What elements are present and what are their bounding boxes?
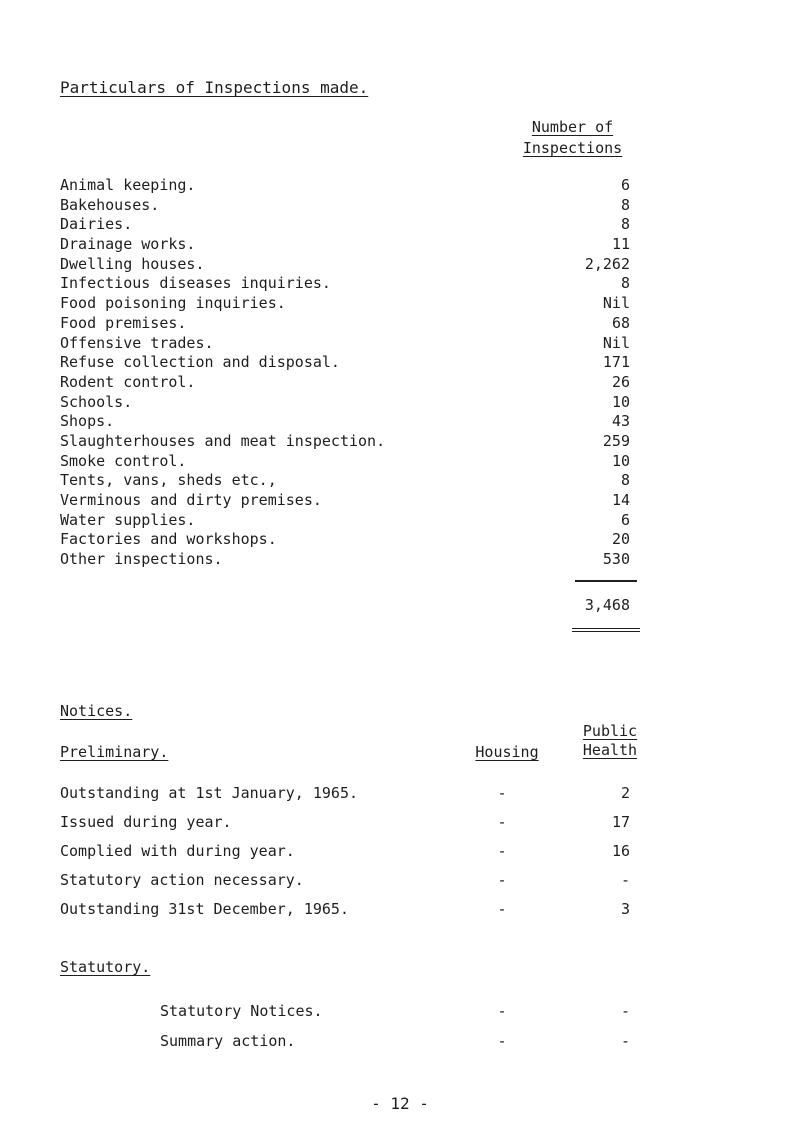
- inspection-count: 8: [620, 471, 630, 490]
- housing-value: -: [497, 842, 507, 860]
- inspection-label: Refuse collection and disposal.: [60, 353, 340, 372]
- column-header-line2: Inspections: [522, 139, 623, 157]
- inspection-row: [60, 176, 630, 196]
- housing-value: -: [497, 1032, 507, 1050]
- notice-row: [60, 811, 630, 833]
- public-health-line1: Public: [582, 722, 638, 740]
- inspection-row: [60, 412, 630, 432]
- inspection-row: [60, 215, 630, 235]
- public-health-value: -: [620, 1032, 630, 1050]
- public-health-line2: Health: [582, 741, 638, 759]
- public-health-value: 17: [611, 813, 630, 831]
- housing-value: -: [497, 1002, 507, 1020]
- inspection-row: [60, 471, 630, 491]
- inspection-count: 11: [611, 235, 630, 254]
- inspection-row: [60, 550, 630, 570]
- inspection-row: [60, 393, 630, 413]
- housing-value: -: [497, 871, 507, 889]
- page-number: - 12 -: [371, 1094, 429, 1113]
- inspection-row: [60, 491, 630, 511]
- inspection-label: Rodent control.: [60, 372, 196, 391]
- public-health-value: 2: [620, 784, 630, 802]
- inspections-column-header: [500, 118, 645, 157]
- inspection-label: Dwelling houses.: [60, 254, 205, 273]
- total-double-rule: [572, 628, 640, 632]
- inspection-label: Smoke control.: [60, 451, 187, 470]
- housing-value: -: [497, 813, 507, 831]
- inspection-label: Animal keeping.: [60, 176, 196, 194]
- inspection-row: [60, 334, 630, 354]
- housing-column-header: Housing: [475, 743, 539, 761]
- inspection-count: 259: [602, 431, 630, 450]
- inspection-count: Nil: [602, 294, 630, 313]
- inspection-count: 10: [611, 392, 630, 411]
- housing-value: -: [497, 784, 507, 802]
- inspection-count: 171: [602, 353, 630, 372]
- inspection-count: Nil: [602, 333, 630, 352]
- inspection-label: Other inspections.: [60, 550, 223, 569]
- inspection-label: Factories and workshops.: [60, 530, 277, 549]
- inspections-table: [60, 176, 630, 570]
- notice-label: Statutory action necessary.: [60, 871, 304, 889]
- inspection-count: 6: [620, 510, 630, 529]
- inspection-label: Infectious diseases inquiries.: [60, 274, 331, 293]
- notices-heading: Notices.: [60, 702, 133, 720]
- inspection-count: 2,262: [584, 254, 630, 273]
- inspection-label: Drainage works.: [60, 235, 196, 254]
- inspection-row: [60, 373, 630, 393]
- notice-row: [60, 1030, 630, 1052]
- inspection-label: Dairies.: [60, 215, 133, 234]
- inspection-count: 68: [611, 313, 630, 332]
- inspection-label: Shops.: [60, 412, 115, 431]
- notice-row: [60, 898, 630, 920]
- public-health-value: 3: [620, 900, 630, 918]
- subtotal-rule: [575, 580, 637, 582]
- notice-row: [60, 1000, 630, 1022]
- inspection-row: [60, 530, 630, 550]
- inspection-label: Slaughterhouses and meat inspection.: [60, 431, 386, 450]
- notice-label: Outstanding 31st December, 1965.: [60, 900, 349, 918]
- inspection-label: Offensive trades.: [60, 333, 214, 352]
- inspection-count: 530: [602, 550, 630, 569]
- page-title: Particulars of Inspections made.: [60, 78, 369, 97]
- statutory-heading: Statutory.: [60, 958, 151, 976]
- public-health-value: 16: [611, 842, 630, 860]
- inspection-row: [60, 196, 630, 216]
- inspection-count: 8: [620, 274, 630, 293]
- inspection-row: [60, 255, 630, 275]
- notice-label: Summary action.: [160, 1032, 296, 1050]
- inspection-count: 43: [611, 412, 630, 431]
- notice-label: Outstanding at 1st January, 1965.: [60, 784, 359, 802]
- inspection-label: Food poisoning inquiries.: [60, 294, 286, 313]
- inspection-count: 14: [611, 491, 630, 509]
- public-health-value: -: [620, 871, 630, 889]
- inspection-label: Verminous and dirty premises.: [60, 491, 322, 509]
- notice-label: Issued during year.: [60, 813, 232, 831]
- inspection-label: Food premises.: [60, 313, 187, 332]
- housing-value: -: [497, 900, 507, 918]
- inspection-count: 8: [620, 215, 630, 234]
- inspection-row: [60, 314, 630, 334]
- inspection-row: [60, 294, 630, 314]
- inspection-label: Water supplies.: [60, 510, 196, 529]
- inspections-total: 3,468: [584, 596, 630, 614]
- inspection-label: Schools.: [60, 392, 133, 411]
- inspection-count: 6: [620, 176, 630, 194]
- inspection-label: Tents, vans, sheds etc.,: [60, 471, 277, 490]
- notice-row: [60, 869, 630, 891]
- inspection-label: Bakehouses.: [60, 195, 160, 214]
- public-health-column-header: [570, 722, 650, 759]
- preliminary-heading: Preliminary.: [60, 743, 169, 761]
- notice-row: [60, 782, 630, 804]
- inspection-count: 26: [611, 372, 630, 391]
- column-header-line1: Number of: [531, 118, 614, 136]
- inspection-count: 20: [611, 530, 630, 549]
- inspection-row: [60, 274, 630, 294]
- public-health-value: -: [620, 1002, 630, 1020]
- notice-label: Statutory Notices.: [160, 1002, 323, 1020]
- notice-row: [60, 840, 630, 862]
- inspection-row: [60, 511, 630, 531]
- inspection-row: [60, 432, 630, 452]
- inspection-count: 10: [611, 451, 630, 470]
- inspection-row: [60, 235, 630, 255]
- inspection-row: [60, 353, 630, 373]
- inspection-count: 8: [620, 195, 630, 214]
- notice-label: Complied with during year.: [60, 842, 295, 860]
- inspection-row: [60, 452, 630, 472]
